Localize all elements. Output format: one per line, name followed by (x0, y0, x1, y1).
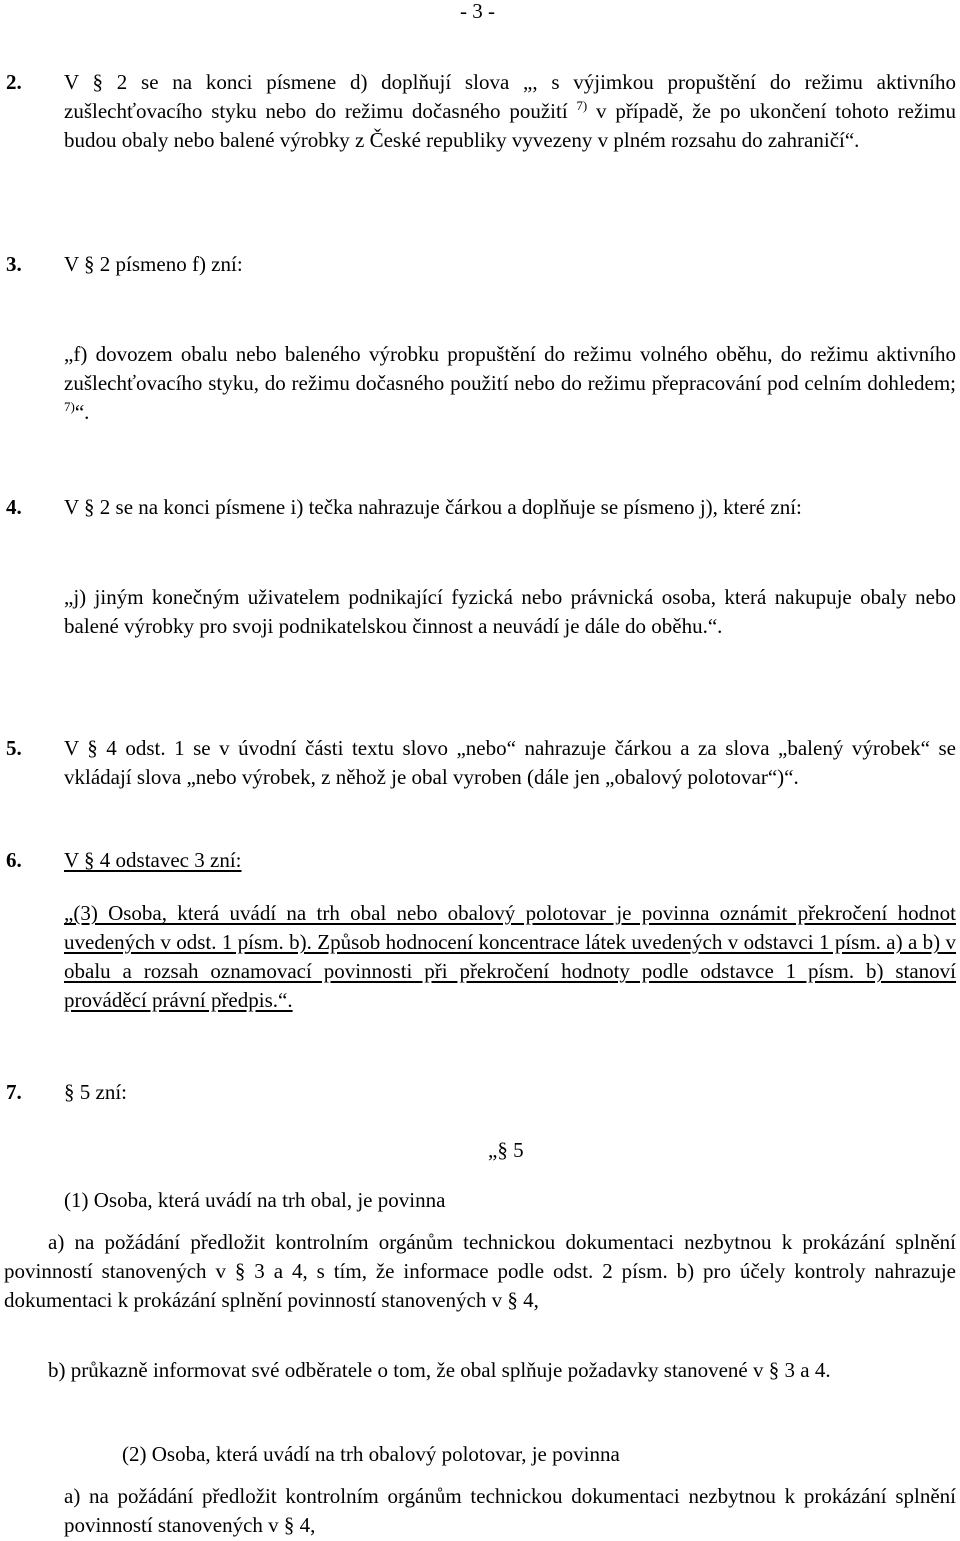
item-number: 6. (6, 848, 22, 872)
item-number: 3. (6, 252, 22, 276)
paragraph-1: (1) Osoba, která uvádí na trh obal, je povinna (64, 1188, 446, 1212)
item-quote: „(3) Osoba, která uvádí na trh obal nebo obalový polotovar je povinna oznámit překročení hodnot uvedených v odst. 1 písm. b). Způsob hodnocení koncentrace látek uvedených v odstavci 1 písm. a) a b) v obalu a rozsah oznamovací povinnosti při překročení hodnoty podle odstavce 1 písm. b) stanoví prováděcí právní předpis.“. (64, 901, 956, 1012)
paragraph-1a: a) na požádání předložit kontrolním orgánům technickou dokumentaci nezbytnou k prokázání splnění povinností stanovených v § 3 a 4, s tím, že informace podle odst. 2 písm. b) pro účely kontroly nahrazuje dokumentaci k prokázání splnění povinností stanovených v § 4, (4, 1230, 956, 1312)
item-quote: „j) jiným konečným uživatelem podnikající fyzická nebo právnická osoba, která nakupuje obaly nebo balené výrobky pro svoji podnikatelskou činnost a neuvádí je dále do oběhu.“. (64, 585, 956, 638)
item-number: 4. (6, 495, 22, 519)
item-text: V § 2 písmeno f) zní: (64, 252, 243, 276)
item-quote: „f) dovozem obalu nebo baleného výrobku propuštění do režimu volného oběhu, do režimu aktivního zušlechťovacího styku, do režimu dočasného použití nebo do režimu přepracování pod celním dohledem; $^{7)}$“. (64, 342, 956, 424)
item-text: V § 2 se na konci písmene i) tečka nahrazuje čárkou a doplňuje se písmeno j), které zní: (64, 495, 802, 519)
page-number: - 3 - (460, 0, 495, 23)
item-text: V § 2 se na konci písmene d) doplňují slova „, s výjimkou propuštění do režimu aktivního zušlechťovacího styku nebo do režimu dočasného použití $^{7)}$ v případě, že po ukončení tohoto režimu budou obaly nebo balené výrobky z České republiky vyvezeny v plném rozsahu do zahraničí“. (64, 70, 956, 152)
item-text: § 5 zní: (64, 1080, 127, 1104)
item-number: 5. (6, 736, 22, 760)
paragraph-2: (2) Osoba, která uvádí na trh obalový polotovar, je povinna (122, 1442, 620, 1466)
item-number: 7. (6, 1080, 22, 1104)
item-text: V § 4 odstavec 3 zní: (64, 848, 242, 872)
paragraph-1b: b) průkazně informovat své odběratele o tom, že obal splňuje požadavky stanovené v § 3 a 4. (48, 1358, 831, 1382)
paragraph-2a: a) na požádání předložit kontrolním orgánům technickou dokumentaci nezbytnou k prokázání splnění povinností stanovených v § 4, (64, 1484, 956, 1537)
item-text: V § 4 odst. 1 se v úvodní části textu slovo „nebo“ nahrazuje čárkou a za slova „balený výrobek“ se vkládají slova „nebo výrobek, z něhož je obal vyroben (dále jen „obalový polotovar“)“. (64, 736, 956, 789)
item-number: 2. (6, 70, 22, 94)
section-heading: „§ 5 (488, 1138, 524, 1162)
